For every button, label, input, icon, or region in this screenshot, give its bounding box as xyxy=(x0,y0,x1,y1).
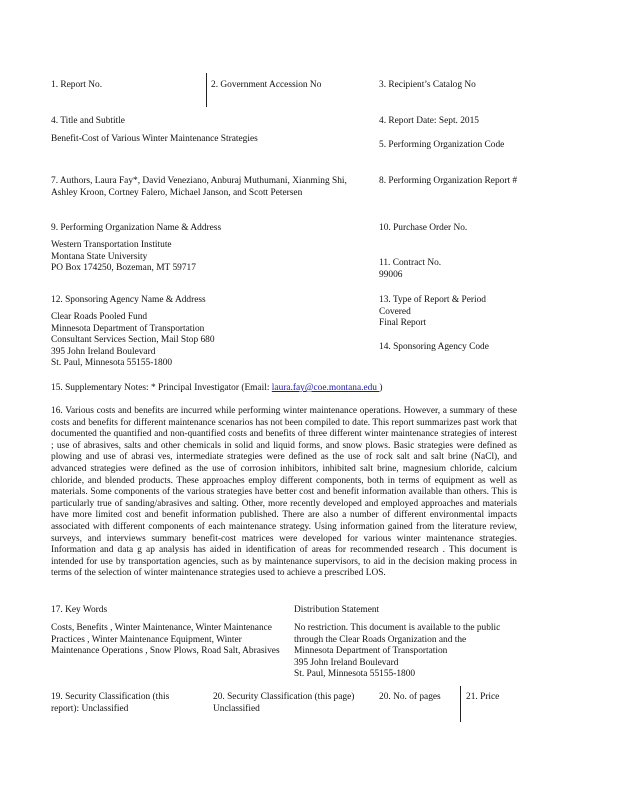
perf-org-address xyxy=(51,240,196,275)
type-report-value: Final Report xyxy=(379,318,427,328)
purchase-order-label: 10. Purchase Order No. xyxy=(379,223,468,233)
distribution-line: through the Clear Roads Organization and the xyxy=(294,634,467,645)
email-link[interactable]: laura.fay@coe.montana.edu xyxy=(271,383,380,393)
abstract: 16. Various costs and benefits are incurred while performing winter maintenance operations. However, a summary of these costs and benefits for different maintenance scenarios has not been compiled to date. This report summarizes past work that documented the quantified and non-quantified costs and benefits of three different winter maintenance strategies of interest ; use of abrasives, salts and other chemicals in solid and liquid forms, and snow plows. Basic strategies were defined as plowing and use of abrasi ves, intermediate strategies were defined as the use of rock salt and salt brine (NaCl), and advanced strategies were defined as the use of corrosion inhibitors, inhibited salt brine, magnesium chloride, calcium chloride, and blended products. These approaches employ different components, both in terms of equipment as well as materials. Some components of the various strategies have better cost and benefit information available than others. This is particularly true of sanding/abrasives and salting. Other, more recently developed and employed approaches and materials have more limited cost and benefit information published. There are also a number of different environmental impacts associated with different components of each maintenance strategy. Using information gained from the literature review, surveys, and interviews summary benefit-cost matrices were developed for various winter maintenance strategies. Information and data g ap analysis has aided in identification of areas for recommended research . This document is intended for use by transportation agencies, such as by maintenance supervisors, to aid in the decision making process in terms of the selection of winter maintenance strategies used to achieve a prescribed LOS. xyxy=(51,406,517,579)
sponsor-label: 12. Sponsoring Agency Name & Address xyxy=(51,295,206,305)
key-words: Costs, Benefits , Winter Maintenance, Winter Maintenance Practices , Winter Maintenance Equipment, Winter Maintenance Operations , Snow Plows, Road Salt, Abrasives xyxy=(51,623,280,657)
perf-org-code-label: 5. Performing Organization Code xyxy=(379,140,505,150)
perf-org-report-label: 8. Performing Organization Report # xyxy=(379,176,518,186)
sponsor-line: Consultant Services Section, Mail Stop 680 xyxy=(51,335,215,346)
supplementary-notes xyxy=(51,383,382,395)
authors: 7. Authors, Laura Fay*, David Veneziano, Anburaj Muthumani, Xianming Shi, Ashley Kroon, Cortney Falero, Michael Janson, and Scott Petersen xyxy=(51,176,347,198)
supp-notes-suffix: ) xyxy=(379,383,383,393)
perf-org-line: PO Box 174250, Bozeman, MT 59717 xyxy=(51,263,196,274)
sponsor-line: 395 John Ireland Boulevard xyxy=(51,346,156,357)
perf-org-line: Western Transportation Institute xyxy=(51,240,172,250)
distribution-line: No restriction. This document is available to the public xyxy=(294,623,501,633)
gov-accession-label: 2. Government Accession No xyxy=(211,80,322,90)
divider-2 xyxy=(460,686,461,722)
contract-label: 11. Contract No. xyxy=(379,258,442,268)
sponsor-line: St. Paul, Minnesota 55155-1800 xyxy=(51,358,173,369)
distribution-label: Distribution Statement xyxy=(294,605,380,615)
distribution-line: Minnesota Department of Transportation xyxy=(294,646,448,657)
sponsor-address xyxy=(51,312,215,370)
price-label: 21. Price xyxy=(466,692,500,702)
distribution-line: St. Paul, Minnesota 55155-1800 xyxy=(294,669,416,680)
security-class-page: 20. Security Classification (this page) Unclassified xyxy=(213,692,355,714)
supp-notes-prefix: 15. Supplementary Notes: * Principal Investigator (Email: xyxy=(51,383,272,393)
contract-value: 99006 xyxy=(379,270,403,280)
title-label: 4. Title and Subtitle xyxy=(51,116,125,126)
divider-1 xyxy=(206,73,207,107)
distribution-line: 395 John Ireland Boulevard xyxy=(294,657,399,668)
title-value: Benefit-Cost of Various Winter Maintenance Strategies xyxy=(51,134,258,144)
sponsor-code-label: 14. Sponsoring Agency Code xyxy=(379,342,489,352)
no-of-pages-label: 20. No. of pages xyxy=(379,692,441,702)
report-date: 4. Report Date: Sept. 2015 xyxy=(379,116,479,126)
recipient-catalog-label: 3. Recipient’s Catalog No xyxy=(379,80,476,90)
sponsor-line: Minnesota Department of Transportation xyxy=(51,323,205,334)
sponsor-line: Clear Roads Pooled Fund xyxy=(51,312,148,322)
perf-org-line: Montana State University xyxy=(51,251,148,262)
key-words-label: 17. Key Words xyxy=(51,605,108,615)
type-report-label: 13. Type of Report & Period Covered xyxy=(379,295,486,317)
security-class-report: 19. Security Classification (this report): Unclassified xyxy=(51,692,170,714)
perf-org-name-label: 9. Performing Organization Name & Address xyxy=(51,223,222,233)
report-no-label: 1. Report No. xyxy=(51,80,103,90)
distribution-statement xyxy=(294,623,500,681)
